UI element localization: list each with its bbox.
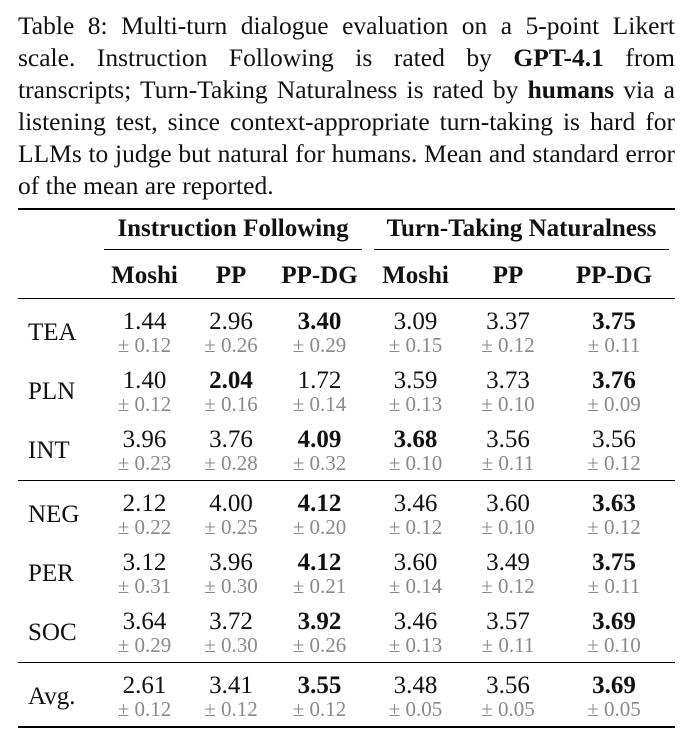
score-sem: ± 0.05 [587,696,641,721]
table-row [18,362,675,421]
score-mean: 3.37 [486,307,530,335]
score-mean: 3.59 [393,366,438,394]
score-cell [191,362,271,421]
score-sem: ± 0.11 [481,632,535,657]
score-mean: 3.56 [592,425,636,453]
score-cell [191,421,271,481]
column-header: PP-DG [575,262,653,289]
score-cell [191,481,271,545]
score-sem: ± 0.16 [204,391,258,416]
score-cell [98,362,191,421]
row-label: PER [28,559,74,587]
score-cell [271,603,368,663]
score-mean: 3.63 [592,489,636,517]
score-sem: ± 0.10 [481,391,535,416]
score-mean: 3.69 [592,671,636,699]
score-mean: 2.12 [122,489,167,517]
score-mean: 3.75 [592,307,636,335]
score-cell [463,603,553,663]
corner-cell-2 [18,254,98,299]
score-cell [368,299,463,363]
score-cell [271,362,368,421]
score-sem: ± 0.30 [204,573,258,598]
score-sem: ± 0.29 [117,632,172,657]
score-mean: 3.73 [486,366,530,394]
score-cell [463,663,553,728]
score-sem: ± 0.12 [587,514,641,539]
row-label: TEA [28,318,77,346]
table-caption [18,10,675,202]
score-sem: ± 0.05 [481,696,535,721]
score-sem: ± 0.29 [292,332,347,357]
score-cell [553,299,675,363]
score-sem: ± 0.10 [388,450,443,475]
score-sem: ± 0.10 [481,514,535,539]
score-mean: 3.56 [486,425,530,453]
row-label: INT [28,436,70,464]
score-mean: 2.61 [122,671,167,699]
caption-bold-humans: humans [527,75,615,104]
score-mean: 3.68 [393,425,438,453]
score-mean: 3.76 [209,425,253,453]
row-label: PLN [28,377,76,405]
score-sem: ± 0.26 [204,332,258,357]
score-cell [368,544,463,603]
score-mean: 3.55 [297,671,342,699]
score-cell [191,663,271,728]
score-mean: 4.09 [297,425,342,453]
score-cell [271,481,368,545]
score-sem: ± 0.12 [117,332,172,357]
column-header: PP [492,262,524,289]
score-sem: ± 0.12 [117,391,172,416]
score-cell [98,544,191,603]
score-mean: 1.40 [122,366,167,394]
score-sem: ± 0.13 [388,391,443,416]
table-row [18,663,675,728]
score-mean: 3.12 [122,548,167,576]
score-sem: ± 0.30 [204,632,258,657]
score-sem: ± 0.12 [292,696,347,721]
score-mean: 4.12 [297,548,342,576]
score-cell [271,421,368,481]
score-cell [98,481,191,545]
score-sem: ± 0.11 [481,450,535,475]
column-header: PP [215,262,247,289]
score-sem: ± 0.11 [587,573,641,598]
score-mean: 3.57 [486,607,530,635]
score-mean: 4.00 [209,489,253,517]
score-mean: 3.75 [592,548,636,576]
score-mean: 3.72 [209,607,253,635]
score-sem: ± 0.05 [388,696,443,721]
score-sem: ± 0.12 [481,573,535,598]
score-sem: ± 0.22 [117,514,172,539]
score-cell [191,299,271,363]
score-mean: 1.44 [122,307,167,335]
score-cell [368,421,463,481]
score-cell [98,603,191,663]
score-sem: ± 0.26 [292,632,347,657]
score-mean: 2.04 [209,366,253,394]
score-cell [271,544,368,603]
column-header: PP-DG [281,262,358,289]
score-mean: 3.69 [592,607,636,635]
score-mean: 3.60 [486,489,530,517]
score-cell [368,603,463,663]
score-cell [98,663,191,728]
score-mean: 2.96 [209,307,253,335]
table-row [18,481,675,545]
score-mean: 3.46 [393,489,438,517]
score-cell [553,421,675,481]
score-mean: 1.72 [297,366,342,394]
caption-bold-gpt: GPT-4.1 [513,43,604,72]
row-label: NEG [28,500,80,528]
score-mean: 3.96 [209,548,253,576]
score-sem: ± 0.14 [388,573,443,598]
score-sem: ± 0.28 [204,450,258,475]
column-header: Moshi [111,262,178,289]
caption-text-3: via a listening test, since context-appropriate turn-taking is hard for LLMs to judge but natural for humans. Mean and standard error of the mean are reported. [18,75,675,200]
score-cell [463,362,553,421]
score-sem: ± 0.15 [388,332,443,357]
score-mean: 3.64 [122,607,167,635]
corner-cell [18,209,98,254]
score-sem: ± 0.14 [292,391,347,416]
score-mean: 3.56 [486,671,530,699]
score-mean: 4.12 [297,489,342,517]
score-mean: 3.49 [486,548,530,576]
score-cell [463,481,553,545]
score-sem: ± 0.12 [388,514,443,539]
score-cell [463,421,553,481]
score-cell [368,663,463,728]
score-cell [463,299,553,363]
score-cell [553,362,675,421]
score-sem: ± 0.12 [587,450,641,475]
score-sem: ± 0.31 [117,573,172,598]
score-cell [463,544,553,603]
score-cell [368,481,463,545]
score-mean: 3.09 [393,307,438,335]
group-header-instruction: Instruction Following [98,209,368,254]
score-mean: 3.60 [393,548,438,576]
score-sem: ± 0.12 [481,332,535,357]
score-cell [191,544,271,603]
score-sem: ± 0.10 [587,632,641,657]
score-cell [368,362,463,421]
score-sem: ± 0.32 [292,450,347,475]
caption-text-2: from transcripts; Turn-Taking Naturalness is rated by [18,43,675,104]
results-table-wrap [18,208,675,728]
score-mean: 3.40 [297,307,342,335]
score-cell [553,544,675,603]
score-sem: ± 0.12 [204,696,258,721]
table-body [18,299,675,728]
score-cell [191,603,271,663]
score-mean: 3.48 [393,671,438,699]
column-header: Moshi [382,262,449,289]
score-sem: ± 0.11 [587,332,641,357]
table-row [18,603,675,663]
score-cell [271,663,368,728]
score-sem: ± 0.21 [292,573,347,598]
score-cell [553,481,675,545]
group-header-row [18,209,675,254]
table-row [18,544,675,603]
score-sem: ± 0.23 [117,450,172,475]
score-cell [553,603,675,663]
score-mean: 3.92 [297,607,342,635]
score-cell [271,299,368,363]
table-row [18,421,675,481]
score-sem: ± 0.20 [292,514,347,539]
score-sem: ± 0.09 [587,391,641,416]
caption-text-1: Table 8: Multi-turn dialogue evaluation on a 5-point Likert scale. Instruction Following is rated by [18,11,675,72]
score-sem: ± 0.13 [388,632,443,657]
score-cell [553,663,675,728]
results-table [18,208,675,728]
group-header-turn-taking: Turn-Taking Naturalness [368,209,675,254]
score-cell [98,421,191,481]
column-header-row [18,254,675,299]
score-cell [98,299,191,363]
table-row [18,299,675,363]
score-sem: ± 0.25 [204,514,258,539]
row-label: SOC [28,618,77,646]
score-sem: ± 0.12 [117,696,172,721]
score-mean: 3.41 [209,671,253,699]
score-mean: 3.96 [122,425,167,453]
score-mean: 3.76 [592,366,636,394]
row-label: Avg. [28,682,76,710]
score-mean: 3.46 [393,607,438,635]
